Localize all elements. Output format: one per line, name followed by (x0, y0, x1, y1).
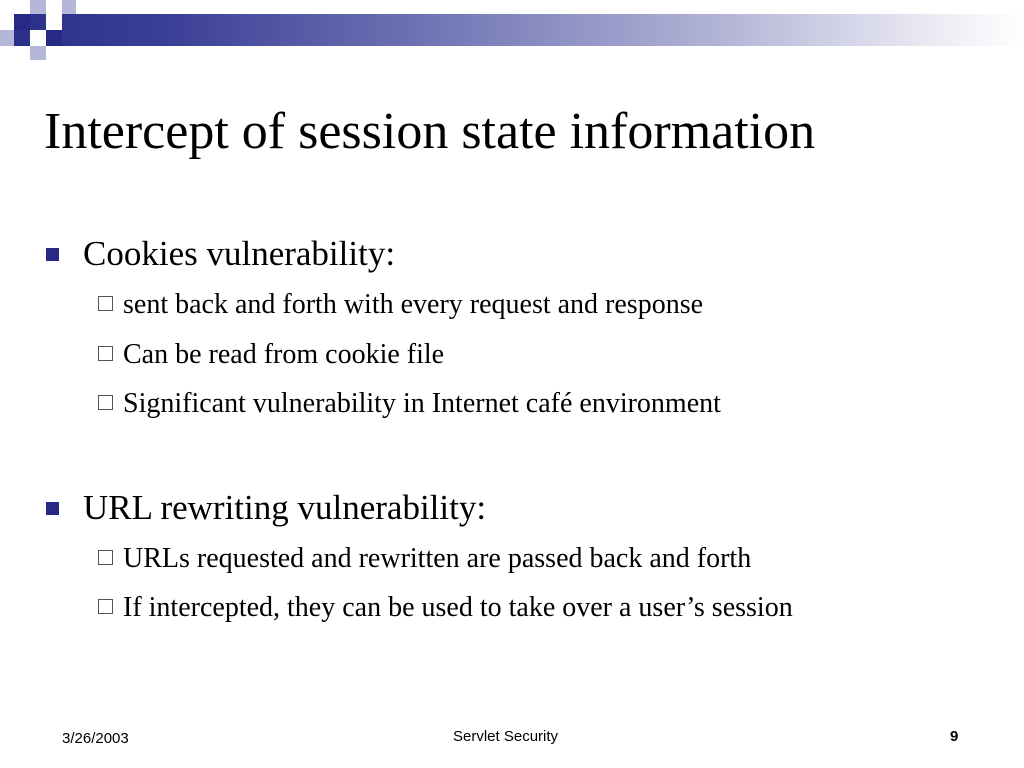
decorative-square (0, 0, 14, 14)
decorative-square (30, 0, 46, 14)
hollow-square-bullet-icon (98, 296, 113, 311)
decorative-square (62, 0, 76, 14)
bullet-heading-text: URL rewriting vulnerability: (83, 488, 487, 527)
sub-bullet (98, 541, 751, 577)
sub-bullet (98, 337, 444, 373)
sub-bullet (98, 287, 703, 323)
sub-bullet (98, 386, 721, 422)
decorative-square (30, 30, 46, 46)
decorative-square (46, 14, 62, 30)
hollow-square-bullet-icon (98, 346, 113, 361)
sub-bullet-text: URLs requested and rewritten are passed back and forth (123, 543, 752, 574)
sub-bullet-text: Significant vulnerability in Internet café environment (123, 388, 721, 419)
square-bullet-icon (46, 248, 59, 261)
slide-title: Intercept of session state information (44, 103, 816, 160)
footer-title: Servlet Security (453, 728, 559, 745)
decorative-square (14, 14, 30, 30)
bullet-heading-cookies (46, 232, 395, 276)
sub-bullet-text: If intercepted, they can be used to take over a user’s session (123, 592, 793, 623)
bullet-heading-text: Cookies vulnerability: (83, 234, 396, 273)
decorative-square (0, 30, 14, 46)
hollow-square-bullet-icon (98, 550, 113, 565)
sub-bullet (98, 590, 793, 626)
hollow-square-bullet-icon (98, 395, 113, 410)
square-bullet-icon (46, 502, 59, 515)
decorative-gradient-bar (14, 14, 1024, 46)
decorative-square (30, 46, 46, 60)
slide-number: 9 (950, 728, 959, 745)
sub-bullet-text: Can be read from cookie file (123, 339, 445, 370)
footer-date: 3/26/2003 (62, 730, 129, 747)
decorative-square (46, 30, 62, 46)
bullet-heading-url-rewriting (46, 486, 486, 530)
hollow-square-bullet-icon (98, 599, 113, 614)
sub-bullet-text: sent back and forth with every request and response (123, 289, 704, 320)
